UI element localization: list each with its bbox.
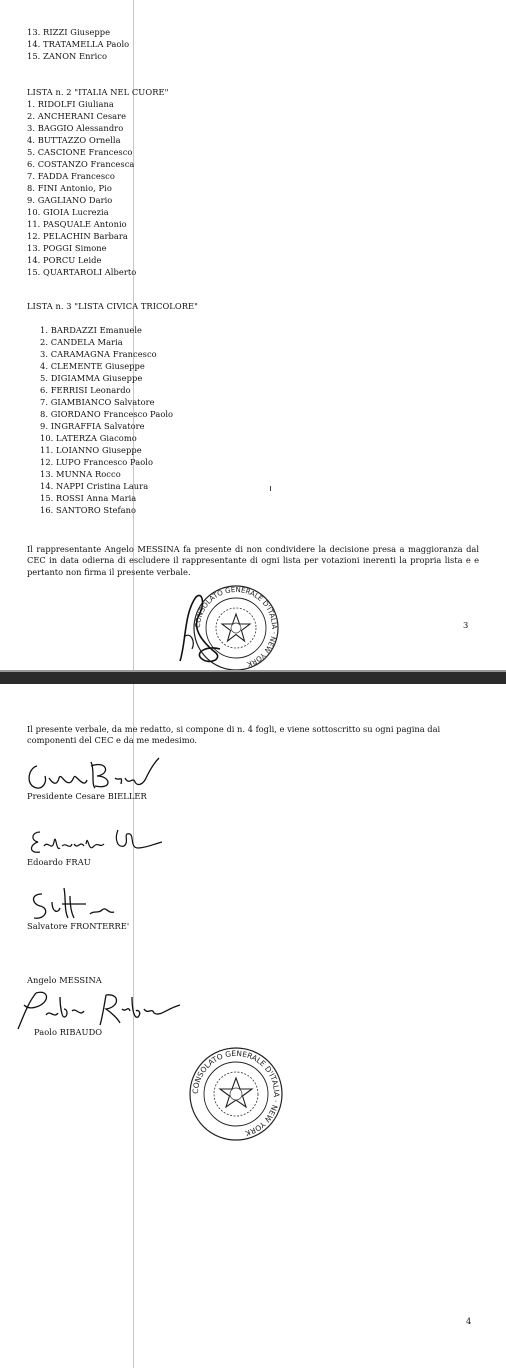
page-3: [0, 0, 506, 672]
closing-statement: Il presente verbale, da me redatto, si compone di n. 4 fogli, e viene sottoscritto su ogni pagina dai componenti del CEC e da me medesimo.: [27, 724, 441, 746]
list-item: 14. NAPPI Cristina Laura: [40, 481, 149, 491]
signatory-messina: Angelo MESSINA: [27, 975, 102, 985]
list-item: 15. ZANON Enrico: [27, 51, 108, 61]
list-item: 14. PORCU Leide: [27, 255, 102, 265]
emblem-star-icon: [214, 1072, 258, 1116]
signatory-fronterre: Salvatore FRONTERRE': [27, 921, 130, 931]
list-item: 9. GAGLIANO Dario: [27, 195, 113, 205]
list-item: 1. BARDAZZI Emanuele: [40, 325, 143, 335]
consulate-stamp: [176, 583, 296, 673]
list-item: 11. LOIANNO Giuseppe: [40, 445, 142, 455]
list-item: 2. ANCHERANI Cesare: [27, 111, 127, 121]
list-item: 13. MUNNA Rocco: [40, 469, 121, 479]
consulate-stamp: [186, 1044, 286, 1144]
list-item: 15. ROSSI Anna Maria: [40, 493, 137, 503]
page-number: 4: [466, 1316, 472, 1326]
list-item: 4. CLEMENTE Giuseppe: [40, 361, 145, 371]
list-item: 10. LATERZA Giacomo: [40, 433, 137, 443]
list-item: 12. LUPO Francesco Paolo: [40, 457, 154, 467]
page-4: [0, 684, 506, 1368]
list-item: 10. GIOIA Lucrezia: [27, 207, 109, 217]
list-item: 5. DIGIAMMA Giuseppe: [40, 373, 143, 383]
list-item: 16. SANTORO Stefano: [40, 505, 137, 515]
page-divider: [0, 672, 506, 684]
list-item: 7. FADDA Francesco: [27, 171, 115, 181]
list-item: 3. BAGGIO Alessandro: [27, 123, 124, 133]
list-item: 8. GIORDANO Francesco Paolo: [40, 409, 174, 419]
fronterre-signature: [28, 884, 138, 924]
list-item: 1. RIDOLFI Giuliana: [27, 99, 114, 109]
signatory-frau: Edoardo FRAU: [27, 857, 91, 867]
list-item: 8. FINI Antonio, Pio: [27, 183, 112, 193]
signatory-ribaudo: Paolo RIBAUDO: [34, 1027, 103, 1037]
page-number: 3: [463, 620, 469, 630]
list-item: 5. CASCIONE Francesco: [27, 147, 133, 157]
list-title: LISTA n. 2 "ITALIA NEL CUORE": [27, 87, 169, 97]
list-title: LISTA n. 3 "LISTA CIVICA TRICOLORE": [27, 301, 198, 311]
list-item: 13. RIZZI Giuseppe: [27, 27, 111, 37]
list-item: 12. PELACHIN Barbara: [27, 231, 128, 241]
list-item: 6. FERRISI Leonardo: [40, 385, 131, 395]
stamp-text: CONSOLATO GENERALE D'ITALIA · NEW YORK: [190, 1048, 282, 1138]
messina-statement: Il rappresentante Angelo MESSINA fa presente di non condividere la decisione presa a maggioranza dal CEC in data odierna di escludere il rappresentante di ogni lista per votazioni inerenti la propria lista e e pertanto non firma il presente verbale.: [27, 544, 479, 577]
list-item: 3. CARAMAGNA Francesco: [40, 349, 157, 359]
list-item: 15. QUARTAROLI Alberto: [27, 267, 137, 277]
scan-speck: [270, 486, 271, 491]
list-item: 2. CANDELA Maria: [40, 337, 123, 347]
list-item: 4. BUTTAZZO Ornella: [27, 135, 121, 145]
list-item: 9. INGRAFFIA Salvatore: [40, 421, 145, 431]
stamp-text: CONSOLATO GENERALE D'ITALIA · NEW YORK: [193, 585, 279, 669]
signatory-president: Presidente Cesare BIELLER: [27, 791, 147, 801]
list-item: 7. GIAMBIANCO Salvatore: [40, 397, 155, 407]
emblem-star-icon: [216, 608, 256, 648]
bieller-signature: [25, 756, 165, 794]
list-item: 13. POGGI Simone: [27, 243, 107, 253]
list-item: 11. PASQUALE Antonio: [27, 219, 127, 229]
list-item: 14. TRATAMELLA Paolo: [27, 39, 130, 49]
list-item: 6. COSTANZO Francesca: [27, 159, 135, 169]
ribaudo-signature: [14, 989, 184, 1031]
frau-signature: [26, 824, 166, 860]
